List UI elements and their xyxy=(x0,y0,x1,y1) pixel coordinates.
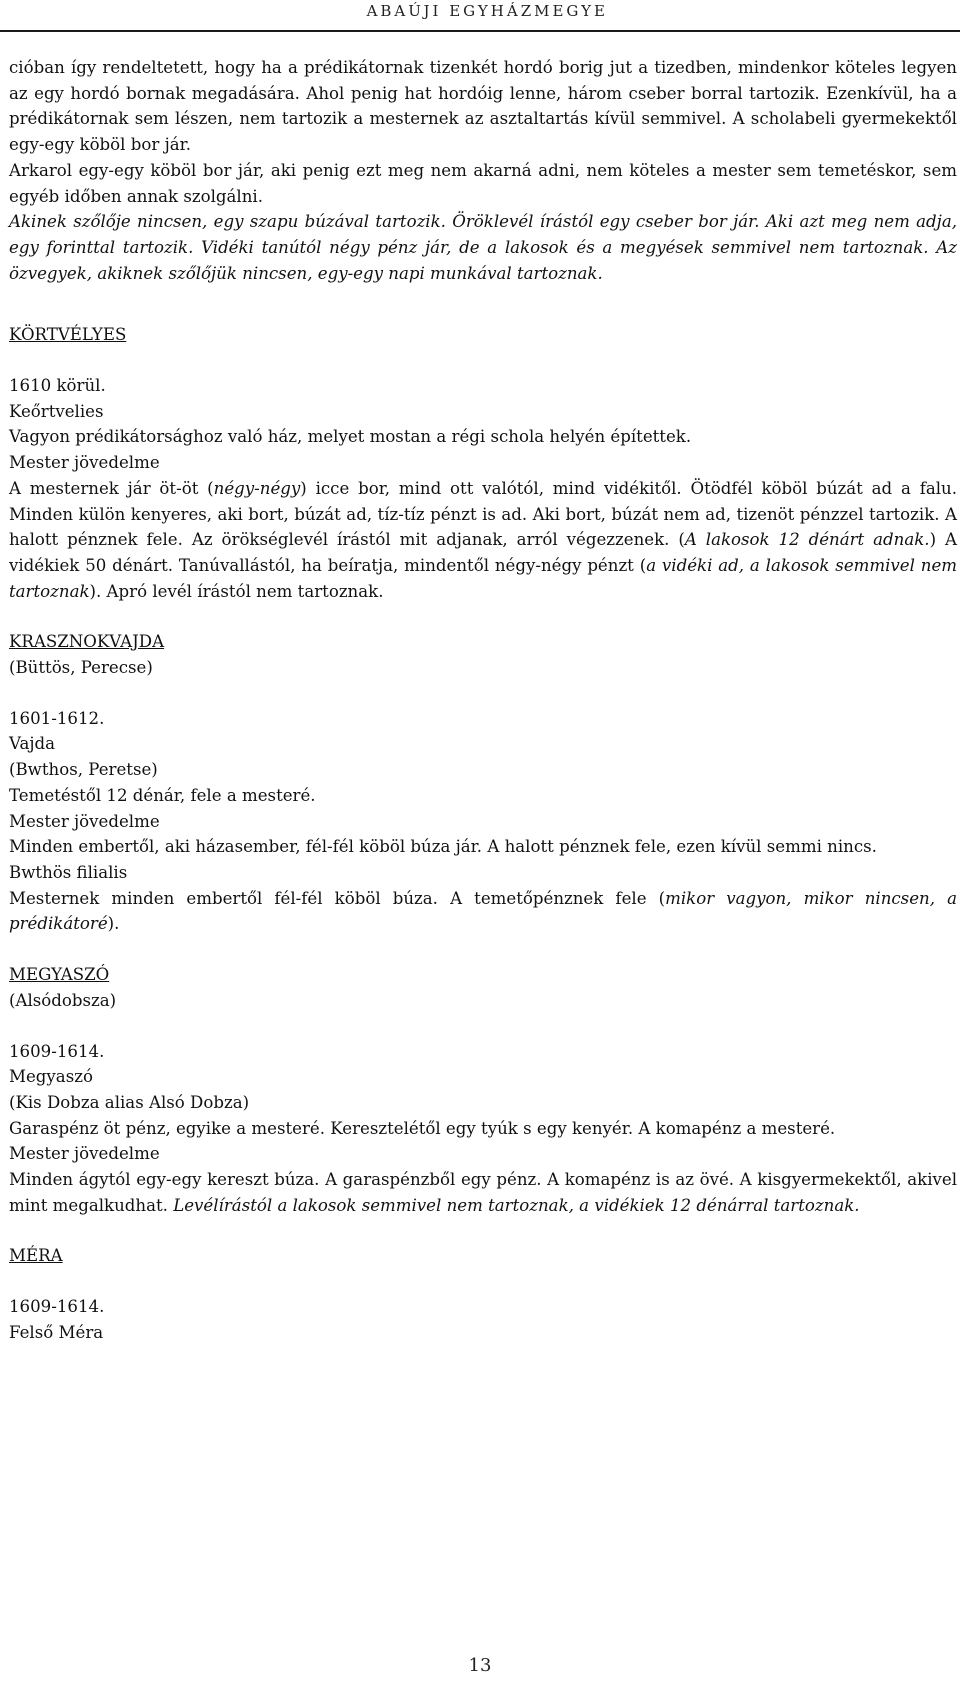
section-heading-krasznokvajda: KRASZNOKVAJDA xyxy=(9,632,165,652)
section-subtitle: (Büttös, Perecse) xyxy=(9,658,153,678)
section-place: Megyaszó xyxy=(9,1067,93,1087)
section-subheading: Mester jövedelme xyxy=(9,453,160,473)
section-date: 1610 körül. xyxy=(9,376,106,396)
section-line: Mesternek minden embertől fél-fél köböl búza. A temetőpénznek fele (mikor vagyon, mikor nincsen, a prédikátoré). xyxy=(9,888,957,934)
section-subheading: Mester jövedelme xyxy=(9,1144,160,1164)
section-place: Vajda xyxy=(9,734,56,754)
section-filial: Bwthös filialis xyxy=(9,862,128,882)
running-title: ABAÚJI EGYHÁZMEGYE xyxy=(366,2,608,20)
section-date: 1609-1614. xyxy=(9,1041,105,1061)
page-body xyxy=(9,55,957,1346)
section-paragraph-kortvelyes: A mesternek jár öt-öt (négy-négy) icce bor, mind ott valótól, mind vidékitől. Ötödfél köböl búzát ad a falu. Minden külön kenyeres, aki bort, búzát ad, tíz-tíz pénzt is ad. Aki bort, búzát nem ad, tizenöt pénzzel tartozik. A halott pénznek fele. Az örökséglevél írástól mit adjanak, arról végezzenek. (A lakosok 12 dénárt adnak.) A vidékiek 50 dénárt. Tanúvallástól, ha beíratja, mindentől négy-négy pénzt (a vidéki ad, a lakosok semmivel nem tartoznak). Apró levél írástól nem tartoznak. xyxy=(9,478,958,601)
section-heading-mera: MÉRA xyxy=(9,1246,63,1266)
section-line: Garaspénz öt pénz, egyike a mesteré. Keresztelétől egy tyúk s egy kenyér. A komapénz a mesteré. xyxy=(9,1118,836,1138)
section-subtitle: (Alsódobsza) xyxy=(9,990,117,1010)
section-place-alt: (Bwthos, Peretse) xyxy=(9,760,158,780)
section-heading-kortvelyes: KÖRTVÉLYES xyxy=(9,325,127,345)
section-date: 1601-1612. xyxy=(9,708,105,728)
section-place: Felső Méra xyxy=(9,1322,104,1342)
section-date: 1609-1614. xyxy=(9,1297,105,1317)
intro-paragraph-2: Arkarol egy-egy köböl bor jár, aki penig ezt meg nem akarná adni, nem köteles a mester sem temetéskor, sem egyéb időben annak szolgálni. xyxy=(9,160,957,206)
section-heading-megyaszo: MEGYASZÓ xyxy=(9,965,110,985)
section-line: Temetéstől 12 dénár, fele a mesteré. xyxy=(9,785,316,805)
section-place: Keőrtvelies xyxy=(9,401,104,421)
section-place-alt: (Kis Dobza alias Alsó Dobza) xyxy=(9,1092,250,1112)
running-header xyxy=(0,0,960,32)
page-number: 13 xyxy=(468,1655,492,1676)
section-line: Minden embertől, aki házasember, fél-fél köböl búza jár. A halott pénznek fele, ezen kívül semmi nincs. xyxy=(9,837,877,857)
section-line: Vagyon prédikátorsághoz való ház, melyet mostan a régi schola helyén építettek. xyxy=(9,427,692,447)
intro-paragraph-3: Akinek szőlője nincsen, egy szapu búzával tartozik. Öröklevél írástól egy cseber bor jár. Aki azt meg nem adja, egy forinttal tartozik. Vidéki tanútól négy pénz jár, de a lakosok és a megyések semmivel nem tartoznak. Az özvegyek, akiknek szőlőjük nincsen, egy-egy napi munkával tartoznak. xyxy=(9,212,957,283)
section-line: Minden ágytól egy-egy kereszt búza. A garaspénzből egy pénz. A komapénz is az övé. A kisgyermekektől, akivel mint megalkudhat. Levélírástól a lakosok semmivel nem tartoznak, a vidékiek 12 dénárral tartoznak. xyxy=(9,1170,957,1215)
intro-paragraph-1: cióban így rendeltetett, hogy ha a prédikátornak tizenkét hordó borig jut a tizedben, mindenkor köteles legyen az egy hordó bornak megadására. Ahol penig hat hordóig lenne, három cseber borral tartozik. Ezenkívül, ha a prédikátornak sem lészen, nem tartozik a mesternek az asztaltartás kívül semmivel. A scholabeli gyermekektől egy-egy köböl bor jár. xyxy=(9,58,957,155)
section-subheading: Mester jövedelme xyxy=(9,811,160,831)
